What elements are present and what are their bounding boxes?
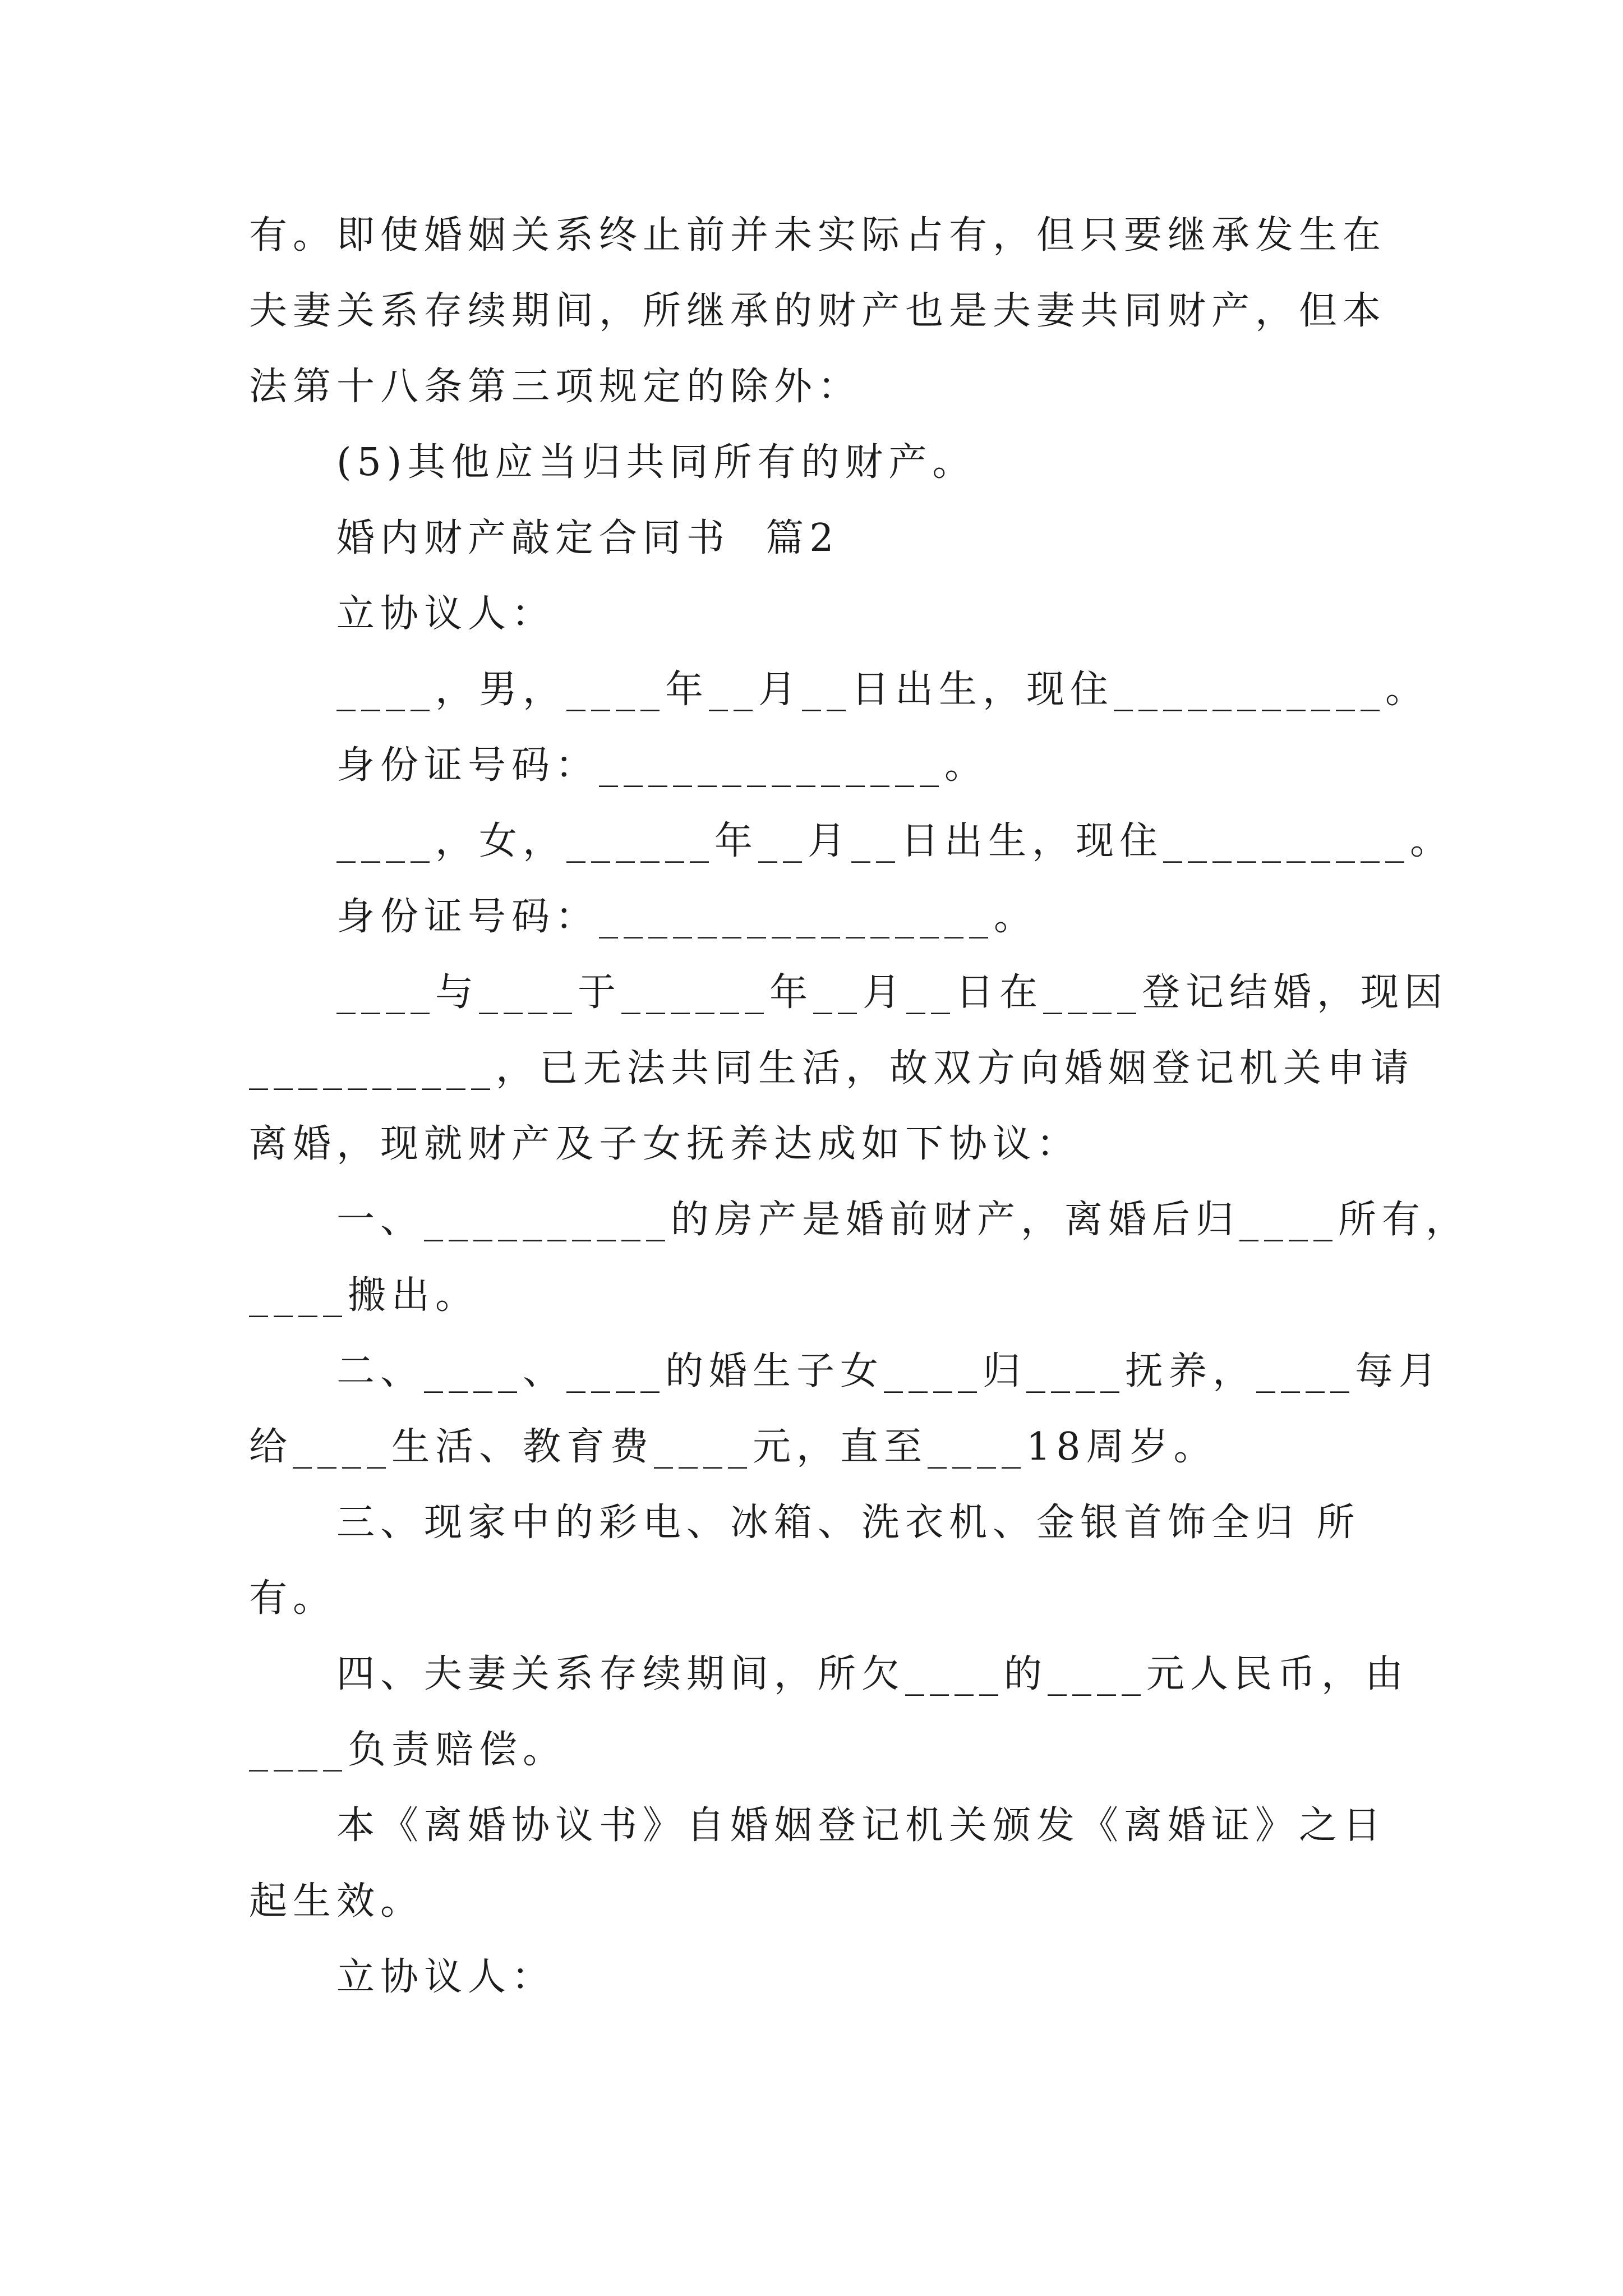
paragraph-line: __________，已无法共同生活，故双方向婚姻登记机关申请 — [249, 1046, 1415, 1091]
id-number-line: 身份证号码：________________。 — [336, 895, 1038, 939]
paragraph-line: 有。 — [249, 1576, 337, 1621]
paragraph-line: 有。即使婚姻关系终止前并未实际占有，但只要继承发生在 — [249, 213, 1387, 257]
list-item-5: (5)其他应当归共同所有的财产。 — [336, 440, 976, 485]
paragraph-line: 给____生活、教育费____元，直至____18周岁。 — [249, 1425, 1218, 1469]
clause-three-line: 三、现家中的彩电、冰箱、洗衣机、金银首饰全归 所 — [336, 1501, 1361, 1545]
clause-two-line: 二、____、____的婚生子女____归____抚养，____每月 — [336, 1349, 1443, 1393]
paragraph-line: ____搬出。 — [249, 1273, 479, 1318]
paragraph-line: ____负责赔偿。 — [249, 1728, 567, 1772]
clause-one-line: 一、__________的房产是婚前财产，离婚后归____所有， — [336, 1198, 1470, 1242]
section-heading: 婚内财产敲定合同书 篇2 — [336, 516, 840, 560]
paragraph-line: ____与____于______年__月__日在____登记结婚，现因 — [336, 970, 1449, 1015]
signatories-label: 立协议人： — [336, 1955, 556, 1999]
party-female-line: ____，女，______年__月__日出生，现住__________。 — [336, 819, 1454, 863]
id-number-line: 身份证号码：______________。 — [336, 743, 989, 788]
signatories-label: 立协议人： — [336, 592, 556, 636]
paragraph-line: 离婚，现就财产及子女抚养达成如下协议： — [249, 1122, 1081, 1166]
paragraph-line: 本《离婚协议书》自婚姻登记机关颁发《离婚证》之日 — [336, 1803, 1387, 1848]
party-male-line: ____，男，____年__月__日出生，现住___________。 — [336, 668, 1430, 712]
paragraph-line: 起生效。 — [249, 1879, 425, 1924]
paragraph-line: 夫妻关系存续期间，所继承的财产也是夫妻共同财产，但本 — [249, 289, 1387, 333]
clause-four-line: 四、夫妻关系存续期间，所欠____的____元人民币，由 — [336, 1652, 1409, 1696]
paragraph-line: 法第十八条第三项规定的除外： — [249, 365, 862, 409]
